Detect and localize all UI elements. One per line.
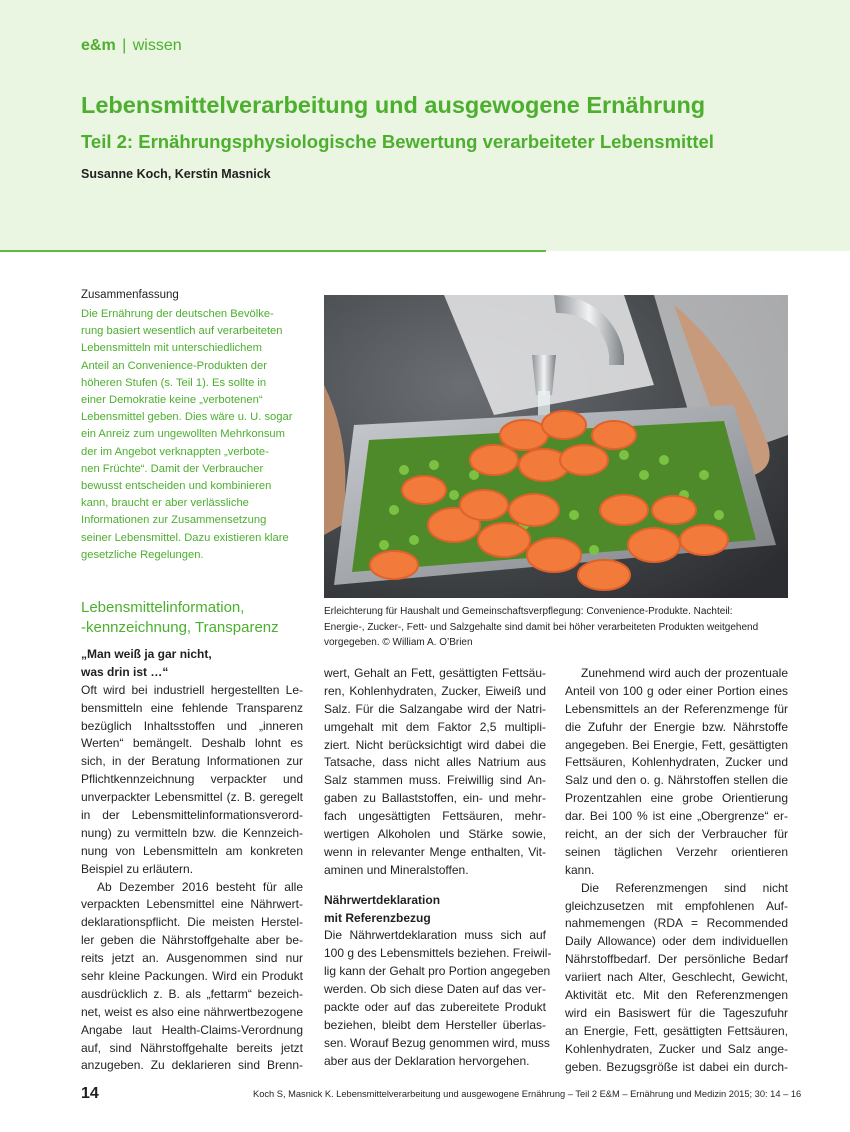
abstract-line: ein Anreiz zum ungewollten Mehrkonsum <box>81 428 285 441</box>
body-line: kann. <box>565 862 595 877</box>
body-line: an Energie, Fett, gesättigten Fettsäuren, <box>565 1023 788 1038</box>
abstract-line: kann, braucht er aber verlässliche <box>81 497 249 510</box>
body-line: gleichzusetzen mit empfohlenen Auf- <box>565 898 788 913</box>
body-line: angegeben. Bei Energie, Fett, gesättigten <box>565 737 788 752</box>
section-heading-line: Lebensmittelinformation, <box>81 599 245 616</box>
body-line: Prozentzahlen eine grobe Orientierung <box>565 791 788 806</box>
body-line: nahmemengen (RDA = Recommended <box>565 916 788 931</box>
body-line: wird ein Basiswert für die Tageszufuhr <box>565 1005 788 1020</box>
body-line: Salz stammen muss. Freiwillig sind An- <box>324 773 546 788</box>
abstract-line: bewusst entscheiden und kombinieren <box>81 480 272 493</box>
body-line: 100 g des Lebensmittels beziehen. Freiwil- <box>324 946 552 961</box>
body-line: fach ungesättigten Fettsäuren, mehr- <box>324 809 546 824</box>
body-line: Kohlenhydraten, Zucker und Salz ange- <box>565 1041 788 1056</box>
body-line: net, weist es also eine nährwertbezogene <box>81 1004 303 1019</box>
body-line: bezüglich Inhaltsstoffen und „inneren <box>81 718 303 733</box>
abstract-line: Lebensmitteln mit unterschiedlichem <box>81 342 262 355</box>
body-line: Salz und den o. g. Nährstoffen stellen die <box>565 773 788 788</box>
body-line: Pflichtkennzeichnung verpackter und <box>81 772 303 787</box>
body-line: Salz. Für die Salzangabe wird der Natri- <box>324 701 546 716</box>
body-line: nung von Lebensmitteln am konkreten <box>81 843 303 858</box>
body-line: aber aus der Deklaration hervorgehen. <box>324 1053 530 1068</box>
journal-brand: e&m <box>81 37 116 54</box>
body-line: wertigen Alkoholen und Stärke sowie, <box>324 827 546 842</box>
body-line: reicht, an der sich der Verbraucher für <box>565 827 788 842</box>
body-line: sehr kleine Packungen. Wird ein Produkt <box>81 969 303 984</box>
subheading-line: mit Referenzbezug <box>324 910 431 925</box>
body-line: umgehalt mit dem Faktor 2,5 multipli- <box>324 719 546 734</box>
text-column-3 <box>565 665 788 1076</box>
abstract-line: Lebensmittel geben. Dies wäre u. U. sogar <box>81 411 293 424</box>
body-line: seinen täglichen Verzehr orientieren <box>565 844 788 859</box>
subheading-line: was drin ist …“ <box>81 664 169 679</box>
body-line: bensmitteln eine fehlende Transparenz <box>81 700 303 715</box>
body-line: packte oder auf das zubereitete Produkt <box>324 1000 546 1015</box>
kicker-separator: | <box>122 37 127 54</box>
abstract-line: nen Früchte“. Damit der Verbraucher <box>81 462 264 475</box>
body-line: Tatsache, dass nicht alles Natrium aus <box>324 755 546 770</box>
abstract-line: einer Demokratie keine „verbotenen“ <box>81 394 263 407</box>
body-line: sen. Worauf Bezug genommen wird, muss <box>324 1035 550 1050</box>
body-line: unverpackter Lebensmittel (z. B. geregelt <box>81 790 303 805</box>
page-number: 14 <box>81 1085 99 1102</box>
caption-line: vorgegeben. © William A. O’Brien <box>324 637 473 649</box>
section-heading <box>81 598 279 638</box>
section-heading-line: -kennzeichnung, Transparenz <box>81 619 279 636</box>
subheading-line: Nährwertdeklaration <box>324 892 441 907</box>
body-line: Nährstoffbedarf. Der persönliche Bedarf <box>565 952 788 967</box>
footer-citation: Koch S, Masnick K. Lebensmittelverarbeitung und ausgewogene Ernährung – Teil 2 E&M – Ernährung und Medizin 2015; 30: 14 – 16 <box>253 1089 802 1099</box>
body-line: sich, in der Beratung Informationen zur <box>81 754 303 769</box>
article-authors: Susanne Koch, Kerstin Masnick <box>81 167 271 181</box>
body-line: aminen und Mineralstoffen. <box>324 862 469 877</box>
abstract-line: höheren Stufen (s. Teil 1). Es sollte in <box>81 376 267 389</box>
body-line: nung) zu vermitteln bzw. die Kennzeich- <box>81 825 303 840</box>
abstract-line: der im Angebot verknappten „verbote- <box>81 445 269 458</box>
body-line: wert, Gehalt an Fett, gesättigten Fettsäu- <box>324 666 546 680</box>
body-line: lig kann der Gehalt pro Portion angegeben <box>324 964 551 979</box>
caption-line: Erleichterung für Haushalt und Gemeinschaftsverpflegung: Convenience-Produkte. Nachteil: <box>324 606 733 617</box>
abstract-line: Anteil an Convenience-Produkten der <box>81 359 267 372</box>
body-line: Lebensmittels an der Referenzmenge für <box>565 701 788 716</box>
body-line: ziert. Nicht berücksichtigt wird dabei die <box>324 737 546 752</box>
body-line: Die Nährwertdeklaration muss sich auf <box>324 928 546 943</box>
body-line: verpackten Lebensmittel eine Nährwert- <box>81 897 303 912</box>
article-title: Lebensmittelverarbeitung und ausgewogene Ernährung <box>81 92 706 118</box>
body-line: Daily Allowance) oder dem individuellen <box>565 934 788 949</box>
journal-section: wissen <box>132 37 182 54</box>
caption-line: Energie-, Zucker-, Fett- und Salzgehalte sind damit bei höher verarbeiteten Produkten weitgehend <box>324 621 759 633</box>
body-line: reits jetzt an. Ausgenommen sind nur <box>81 951 303 966</box>
body-line: geben. Bezugsgröße ist dabei ein durch- <box>565 1059 788 1074</box>
body-line: ausdrücklich z. B. als „fettarm“ bezeich- <box>81 986 303 1001</box>
abstract-text <box>81 306 309 564</box>
body-line: deklarationspflicht. Die meisten Herstel- <box>81 915 303 930</box>
body-line: Angabe laut Health-Claims-Verordnung <box>81 1022 303 1037</box>
vegetables-photo-illustration <box>324 295 788 598</box>
body-line: die Zufuhr der Energie bzw. Nährstoffe <box>565 719 788 734</box>
body-line: Werten“ bemängelt. Deshalb lohnt es <box>81 736 303 751</box>
body-line: Oft wird bei industriell hergestellten Le- <box>81 682 303 697</box>
abstract-line: Die Ernährung der deutschen Bevölke- <box>81 308 274 320</box>
photo-caption <box>324 604 794 651</box>
body-line: Ab Dezember 2016 besteht für alle <box>97 879 303 894</box>
body-line: wenn in relevanter Menge enthalten, Vit- <box>324 844 546 859</box>
journal-kicker <box>81 37 182 55</box>
paragraph-gap <box>324 880 546 892</box>
body-line: Die Referenzmengen sind nicht <box>581 880 788 895</box>
body-line: auf, sind Nährstoffgehalte bereits jetzt <box>81 1040 303 1055</box>
header-divider <box>0 250 546 252</box>
subheading-line: „Man weiß ja gar nicht, <box>81 647 212 661</box>
body-line: Zunehmend wird auch der prozentuale <box>581 666 788 680</box>
body-line: dar. Bei 100 % ist eine „Obergrenze“ er- <box>565 809 788 824</box>
body-line: anzugeben. Zu deklarieren sind Brenn- <box>81 1058 303 1073</box>
article-subtitle: Teil 2: Ernährungsphysiologische Bewertung verarbeiteter Lebensmittel <box>81 131 714 152</box>
body-line: werden. Ob sich diese Daten auf das ver- <box>324 982 546 997</box>
article-photo <box>324 295 788 598</box>
abstract-line: seiner Lebensmittel. Dazu existieren klare <box>81 531 289 544</box>
body-line: beziehen, bleibt dem Hersteller überlas- <box>324 1017 546 1032</box>
abstract-line: gesetzliche Regelungen. <box>81 548 204 561</box>
abstract-heading: Zusammenfassung <box>81 289 179 301</box>
abstract-line: rung basiert wesentlich auf verarbeiteten <box>81 325 283 338</box>
body-line: variiert nach Alter, Geschlecht, Gewicht, <box>565 970 788 985</box>
body-line: Aktivität etc. Mit den Referenzmengen <box>565 988 788 1003</box>
body-line: ler geben die Nährstoffgehalte aber be- <box>81 933 303 948</box>
body-line: Beispiel zu erläutern. <box>81 861 194 876</box>
text-column-1 <box>81 646 303 1075</box>
body-line: Anteil von 100 g oder einer Portion eines <box>565 683 788 698</box>
body-line: Fettsäuren, Kohlenhydraten, Zucker und <box>565 755 788 770</box>
abstract-line: Informationen zur Zusammensetzung <box>81 514 267 527</box>
text-column-2 <box>324 665 552 1071</box>
body-line: gaben zu Ballaststoffen, ein- und mehr- <box>324 791 546 806</box>
body-line: in der Lebensmittelinformationsverord- <box>81 808 303 823</box>
body-line: ren, Kohlenhydraten, Zucker, Eiweiß und <box>324 683 546 698</box>
